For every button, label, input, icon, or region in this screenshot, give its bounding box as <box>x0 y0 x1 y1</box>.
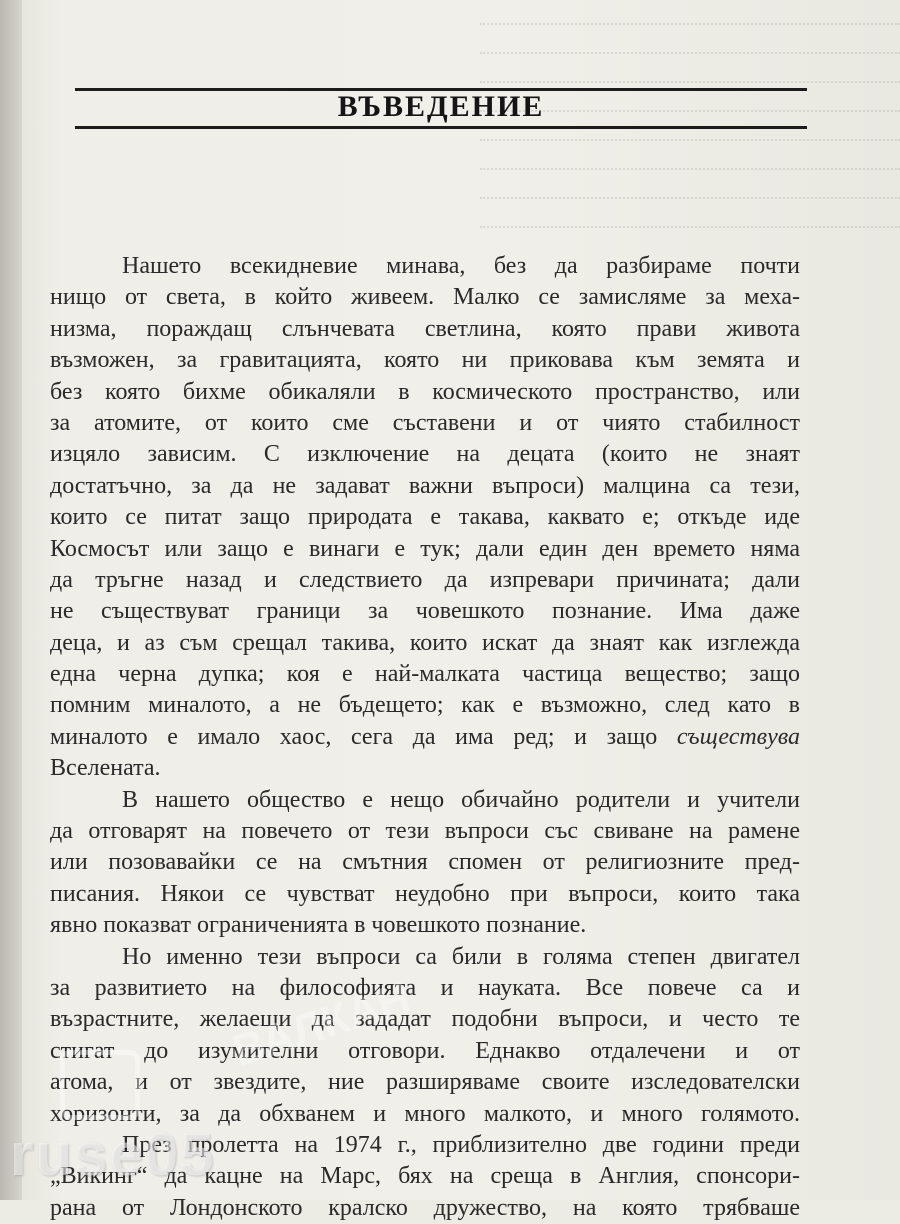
watermark-logo-icon <box>60 1050 140 1120</box>
text-line: През пролетта на 1974 г., приблизително две години преди <box>122 1131 800 1158</box>
text-line: рана от Лондонското кралско дружество, на която трябваше <box>50 1194 800 1221</box>
book-spine-shadow <box>0 0 22 1200</box>
text-line: да отговарят на повечето от тези въпроси със свиване на рамене <box>50 818 800 845</box>
text-line: една черна дупка; коя е най-малката частица вещество; защо <box>50 661 800 688</box>
text-line <box>50 722 800 753</box>
text-line: стигат до изумителни отговори. Еднакво отдалечени и от <box>50 1037 800 1064</box>
text-line: Вселената. <box>50 755 161 782</box>
text-line: без която бихме обикаляли в космическото пространство, или <box>50 378 800 405</box>
text-line: „Викинг“ да кацне на Марс, бях на среща в Англия, спонсори- <box>50 1163 800 1190</box>
text-line: да тръгне назад и следствието да изпревари причината; дали <box>50 566 800 593</box>
text-line: Но именно тези въпроси са били в голяма степен двигател <box>122 943 800 970</box>
text-line: достатъчно, за да не задават важни въпроси) малцина са тези, <box>50 472 800 499</box>
text-line: писания. Някои се чувстват неудобно при въпроси, които така <box>50 880 800 907</box>
body-text <box>50 251 800 1224</box>
chapter-heading-box <box>75 88 807 126</box>
text-line: не съществуват граници за човешкото познание. Има даже <box>50 598 800 625</box>
text-line: помним миналото, а не бъдещето; как е възможно, след като в <box>50 692 800 719</box>
chapter-heading: ВЪВЕДЕНИЕ <box>337 90 545 123</box>
text-line: деца, и аз съм срещал такива, които искат да знаят как изглежда <box>50 629 800 656</box>
text-line: хоризонти, за да обхванем и много малкото, и много голямото. <box>50 1100 800 1127</box>
text-fragment: миналото е имало хаос, сега да има ред; и защо <box>50 723 658 750</box>
italic-word: съществува <box>676 723 800 750</box>
text-line: за развитието на философията и науката. Все повече са и <box>50 974 800 1001</box>
text-line: възможен, за гравитацията, която ни приковава към земята и <box>50 347 800 374</box>
text-line: атома, и от звездите, ние разширяваме своите изследователски <box>50 1069 800 1096</box>
text-line: Нашето всекидневие минава, без да разбираме почти <box>122 253 800 279</box>
text-line: явно показват ограниченията в човешкото познание. <box>50 912 587 939</box>
text-line: за атомите, от които сме съставени и от чиято стабилност <box>50 409 800 436</box>
text-line: нищо от света, в който живеем. Малко се замисляме за меха- <box>50 284 800 311</box>
text-line: или позовавайки се на смътния спомен от религиозните пред- <box>50 849 800 876</box>
text-line: низма, пораждащ слънчевата светлина, която прави живота <box>50 315 800 342</box>
heading-bottom-rule <box>75 126 807 129</box>
text-line: В нашето общество е нещо обичайно родители и учители <box>122 786 800 813</box>
text-line: изцяло зависим. С изключение на децата (които не знаят <box>50 441 800 468</box>
text-line: които се питат защо природата е такава, каквато е; откъде иде <box>50 504 800 531</box>
watermark: ruse05 <box>10 1121 216 1188</box>
watermark-secondary: ВАЛКАН <box>226 972 417 1077</box>
text-line: възрастните, желаещи да зададат подобни въпроси, и често те <box>50 1006 800 1033</box>
text-line: Космосът или защо е винаги е тук; дали един ден времето няма <box>50 535 800 562</box>
